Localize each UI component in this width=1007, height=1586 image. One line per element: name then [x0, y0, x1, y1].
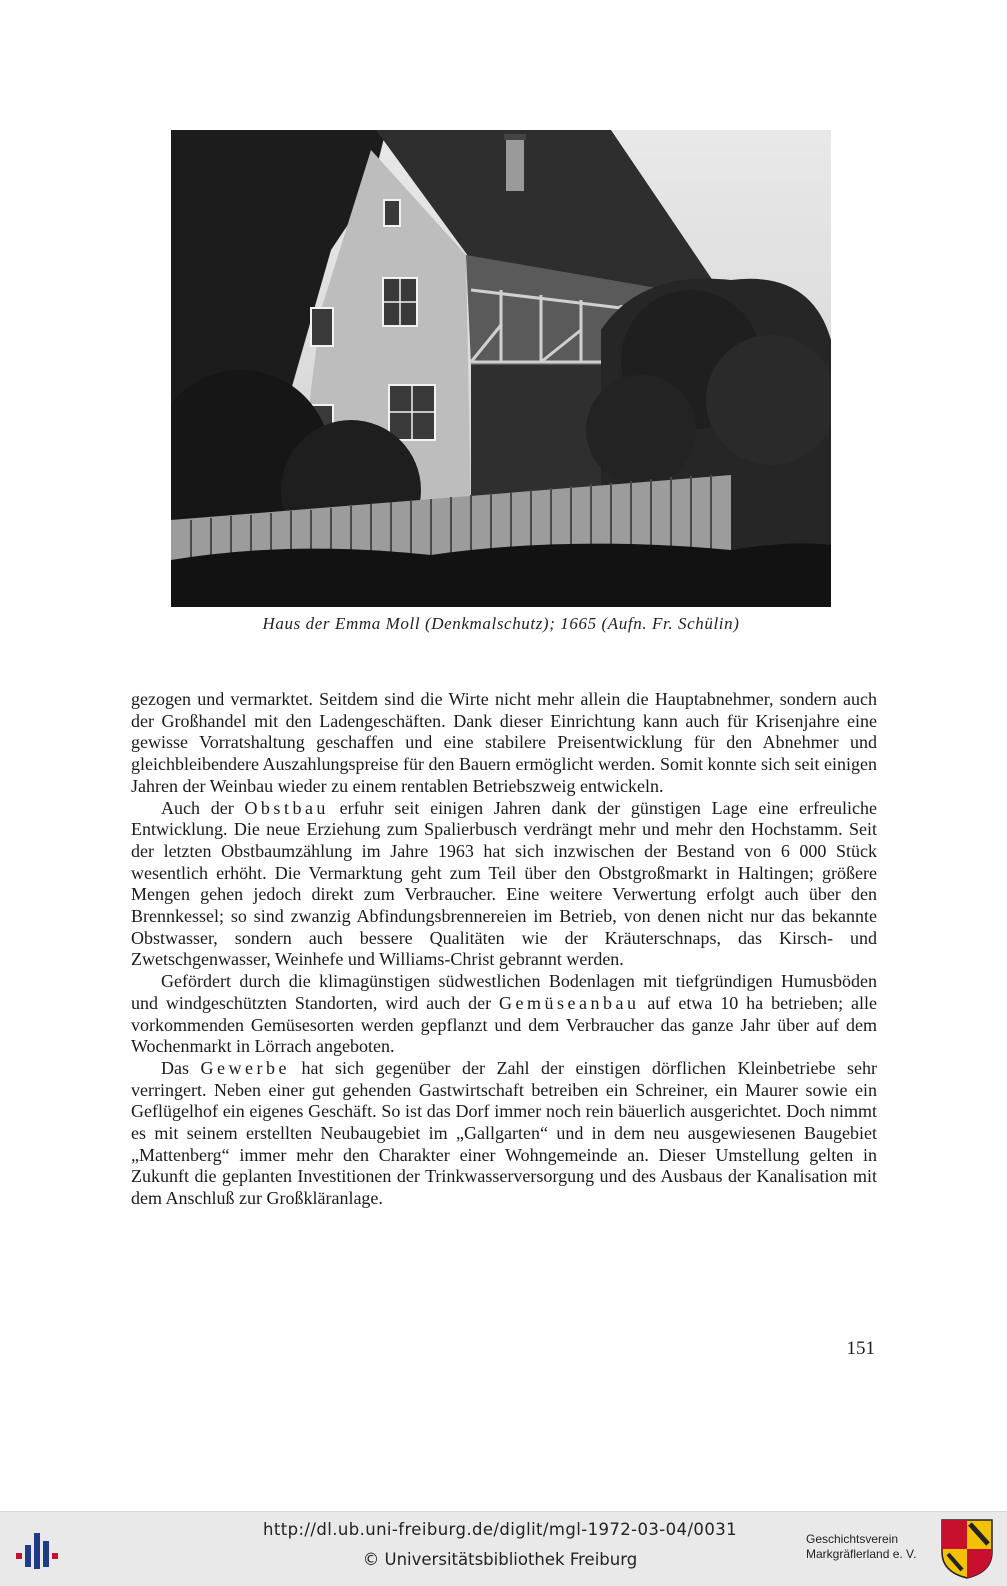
society-name-line2: Markgräflerland e. V.: [806, 1547, 917, 1561]
paragraph: [131, 971, 877, 1058]
footer-copyright: © Universitätsbibliothek Freiburg: [362, 1550, 638, 1569]
ub-freiburg-logo-icon[interactable]: [14, 1527, 66, 1575]
paragraph: [131, 689, 877, 798]
house-photo: [171, 130, 831, 607]
footer-bar: [0, 1511, 1007, 1586]
paragraph-text: gezogen und vermarktet. Seitdem sind die Wirte nicht mehr allein die Hauptabnehmer, sondern auch der Großhandel mit den Ladengeschäften. Dank dieser Einrichtung kann auch für Krisenjahre eine gewisse Vorratshaltung geschaffen und eine stabilere Preisentwicklung für den Abnehmer und gleichbleibendere Auszahlungspreise für den Bauern ermöglicht werden. Somit konnte sich seit einigen Jahren der Weinbau wieder zu einem rentablen Betriebszweig entwickeln.: [131, 689, 877, 796]
paragraph-text: Das: [161, 1057, 201, 1078]
paragraph-text: erfuhr seit einigen Jahren dank der günstigen Lage eine erfreuliche Entwicklung. Die neue Erziehung zum Spalierbusch verdrängt mehr und mehr den Hochstamm. Seit der letzten Obstbaumzählung im Jahre 1963 hat sich inzwischen der Bestand von 6 000 Stück wesentlich erhöht. Die Vermarktung geht zum Teil über den Obstgroßmarkt in Haltingen; größere Mengen gehen jedoch direkt zum Verbraucher. Eine weitere Verwertung erfolgt auch über den Brennkessel; so sind zwanzig Abfindungsbrennereien im Betrieb, von denen nicht nur das bekannte Obstwasser, sondern auch bessere Qualitäten wie der Kräuterschnaps, das Kirsch- und Zwetschgenwasser, Weinhefe und Williams-Christ gebrannt werden.: [131, 797, 877, 970]
paragraph: [131, 798, 877, 972]
page-number: 151: [846, 1338, 875, 1359]
society-name-line1: Geschichtsverein: [806, 1532, 899, 1546]
house-photo-image: [171, 130, 831, 607]
society-name: [806, 1532, 936, 1562]
coat-of-arms-icon[interactable]: [940, 1518, 994, 1580]
footer-url-link[interactable]: http://dl.ub.uni-freiburg.de/diglit/mgl-1972-03-04/0031: [262, 1520, 738, 1539]
paragraph-text: hat sich gegenüber der Zahl der einstigen dörflichen Kleinbetriebe sehr verringert. Neben einer gut gehenden Gastwirtschaft betreiben ein Schreiner, ein Maurer sowie ein Geflügelhof ein eigenes Geschäft. So ist das Dorf immer noch rein bäuerlich ausgerichtet. Doch nimmt es mit seinem erstellten Neubaugebiet im „Gallgarten“ und in dem neu ausgewiesenen Baugebiet „Mattenberg“ immer mehr den Charakter einer Wohngemeinde an. Dieser Umstellung gelten in Zukunft die geplanten Investitionen der Trinkwasserversorgung und des Ausbaus der Kanalisation mit dem Anschluß zur Großkläranlage.: [131, 1057, 877, 1209]
emphasized-term: Gewerbe: [200, 1057, 290, 1078]
body-text: [131, 689, 877, 1210]
paragraph-text: Auch der: [161, 797, 245, 818]
paragraph-text: auf etwa 10 ha betrieben; alle vorkommenden Gemüsesorten werden gepflanzt und dem Verbraucher das ganze Jahr über auf dem Wochenmarkt in Lörrach angeboten.: [131, 992, 877, 1057]
photo-caption: Haus der Emma Moll (Denkmalschutz); 1665 (Aufn. Fr. Schülin): [262, 614, 740, 633]
paragraph: [131, 1058, 877, 1210]
paragraph-text: Gefördert durch die klimagünstigen südwestlichen Bodenlagen mit tiefgründigen Humusböden und windgeschützten Standorten, wird auch der: [131, 971, 877, 1013]
emphasized-term: Gemüseanbau: [499, 992, 640, 1013]
emphasized-term: Obstbau: [244, 797, 329, 818]
